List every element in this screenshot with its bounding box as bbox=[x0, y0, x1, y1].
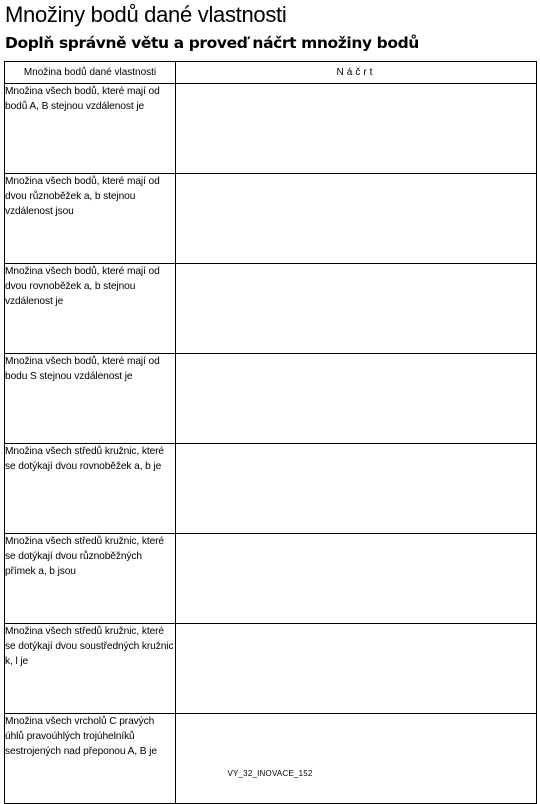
row-description: Množina všech středů kružnic, které se dotýkají dvou různoběžných přímek a, b jsou bbox=[5, 534, 176, 624]
row-description: Množina všech bodů, které mají od bodu S stejnou vzdálenost je bbox=[5, 354, 176, 444]
table-row bbox=[5, 444, 537, 534]
document-code: VY_32_INOVACE_152 bbox=[227, 769, 313, 778]
sketch-area[interactable] bbox=[176, 354, 537, 444]
table-row bbox=[5, 264, 537, 354]
table-row bbox=[5, 354, 537, 444]
row-description: Množina všech bodů, které mají od dvou rovnoběžek a, b stejnou vzdálenost je bbox=[5, 264, 176, 354]
sketch-area[interactable] bbox=[176, 264, 537, 354]
table-row bbox=[5, 714, 537, 804]
table-row bbox=[5, 84, 537, 174]
sketch-area[interactable] bbox=[176, 174, 537, 264]
table-row bbox=[5, 534, 537, 624]
row-description: Množina všech středů kružnic, které se dotýkají dvou rovnoběžek a, b je bbox=[5, 444, 176, 534]
worksheet-title: Množiny bodů dané vlastnosti bbox=[5, 2, 287, 27]
sketch-area[interactable] bbox=[176, 624, 537, 714]
sketch-area[interactable] bbox=[176, 444, 537, 534]
row-description: Množina všech vrcholů C pravých úhlů pravoúhlých trojúhelníků sestrojených nad přeponou A, B je bbox=[5, 714, 176, 804]
table-row bbox=[5, 174, 537, 264]
sketch-area[interactable] bbox=[176, 534, 537, 624]
sketch-area[interactable] bbox=[176, 84, 537, 174]
worksheet-instructions: Doplň správně větu a proveď náčrt množiny bodů bbox=[5, 34, 419, 52]
table-row bbox=[5, 624, 537, 714]
row-description: Množina všech bodů, které mají od dvou různoběžek a, b stejnou vzdálenost jsou bbox=[5, 174, 176, 264]
row-description: Množina všech středů kružnic, které se dotýkají dvou soustředných kružnic k, l je bbox=[5, 624, 176, 714]
header-sketch: Náčrt bbox=[176, 62, 537, 84]
header-description: Množina bodů dané vlastnosti bbox=[5, 62, 176, 84]
table-header-row bbox=[5, 62, 537, 84]
worksheet-table bbox=[4, 61, 537, 804]
sketch-area[interactable] bbox=[176, 714, 537, 804]
row-description: Množina všech bodů, které mají od bodů A, B stejnou vzdálenost je bbox=[5, 84, 176, 174]
